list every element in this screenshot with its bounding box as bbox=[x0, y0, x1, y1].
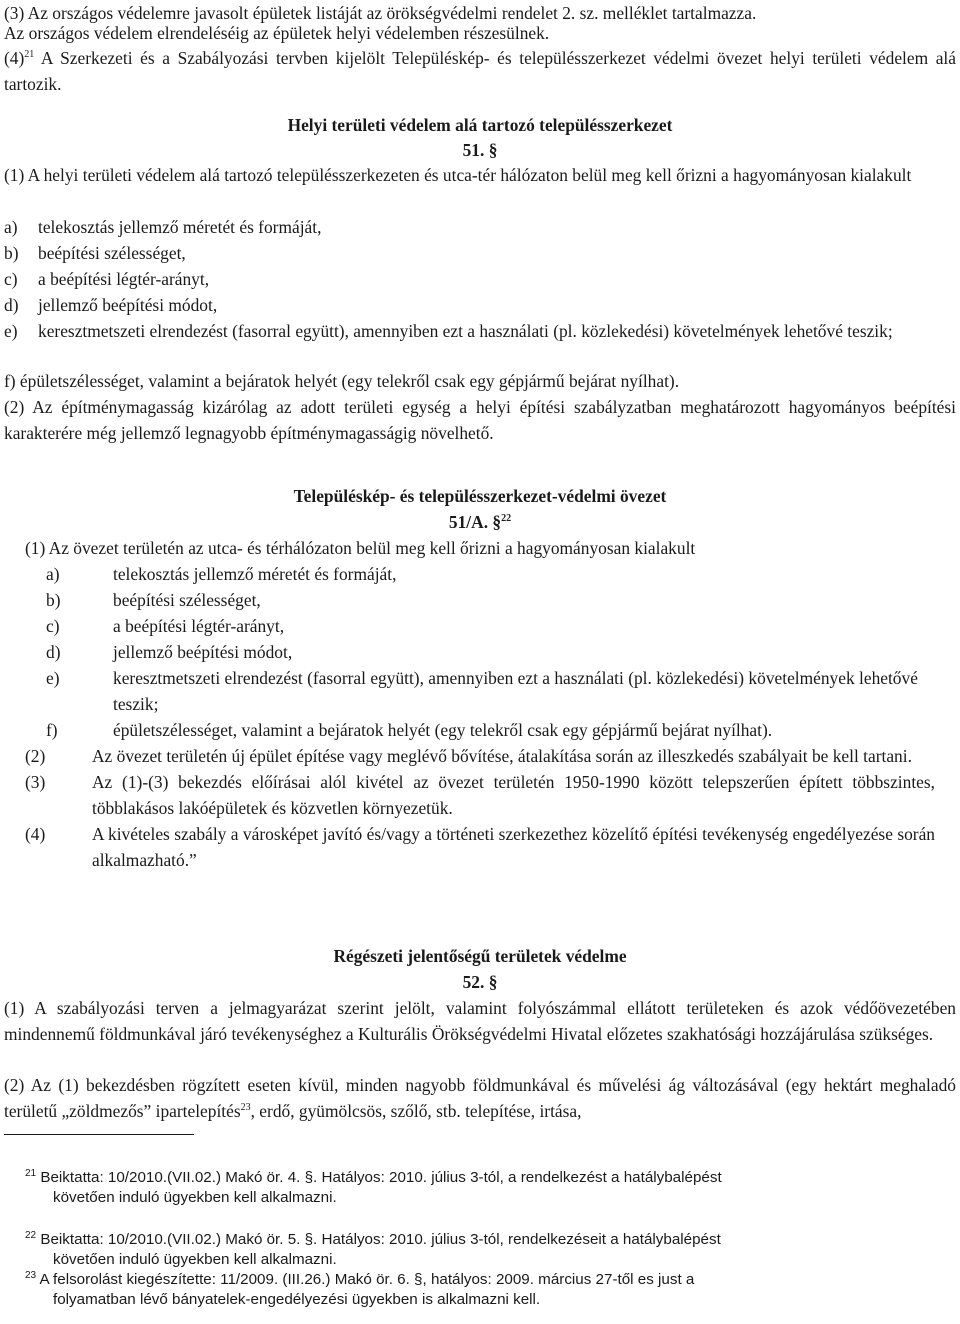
section-51-paragraph-2: (2) Az építménymagasság kizárólag az adott területi egység a helyi építési szabályzatban meghatározott hagyományos beépítési karakterére még jellemző legnagyobb építménymagasságig növelhető. bbox=[4, 397, 956, 443]
list-item-text: jellemző beépítési módot, bbox=[38, 295, 218, 315]
list-item bbox=[4, 266, 956, 292]
section-51a-paragraph-1: (1) Az övezet területén az utca- és térhálózaton belül meg kell őrizni a hagyományosan kialakult bbox=[25, 538, 696, 558]
section-51a-body bbox=[25, 535, 935, 873]
list-item-text: épületszélességet, valamint a bejáratok helyét (egy telekről csak egy gépjármű bejárat nyílhat). bbox=[113, 720, 773, 740]
footnote-text: A felsorolást kiegészítette: 11/2009. (III.26.) Makó ör. 6. §, hatályos: 2009. március 27-től es just a bbox=[39, 1271, 695, 1288]
section-52-paragraph-2-text-b: , erdő, gyümölcsös, szőlő, stb. telepítése, irtása, bbox=[250, 1101, 582, 1121]
list-item-text: telekosztás jellemző méretét és formáját, bbox=[38, 217, 322, 237]
paragraph-4-label: (4) bbox=[4, 48, 25, 68]
section-51-heading: Helyi területi védelem alá tartozó településszerkezet bbox=[287, 115, 673, 135]
section-51a-paragraph bbox=[25, 743, 935, 769]
list-item-label: e) bbox=[4, 321, 18, 341]
section-51-list bbox=[4, 214, 956, 344]
section-51a-heading: Településkép- és településszerkezet-védelmi övezet bbox=[293, 486, 667, 506]
section-51-paragraph-1: (1) A helyi területi védelem alá tartozó településszerkezeten és utca-tér hálózaton belül meg kell őrizni a hagyományosan kialakult bbox=[4, 165, 912, 185]
section-51a-paragraphs bbox=[25, 743, 935, 873]
list-item-label: b) bbox=[46, 590, 61, 610]
section-52-paragraph-1: (1) A szabályozási terven a jelmagyarázat szerint jelölt, valamint folyószámmal ellátott területeken és azok védőövezetében mindennemű földmunkával járó tevékenységhez a Kulturális Örökségvédelmi Hivatal előzetes szakhatósági hozzájárulása szükséges. bbox=[4, 998, 956, 1044]
footnote-text: követően induló ügyekben kell alkalmazni. bbox=[53, 1251, 337, 1268]
paragraph-4-text: A Szerkezeti és a Szabályozási tervben kijelölt Településkép- és településszerkezet védelmi övezet helyi területi védelem alá tartozik. bbox=[4, 48, 956, 94]
list-item-label: d) bbox=[46, 642, 61, 662]
section-52-paragraph-2-text-a: (2) Az (1) bekezdésben rögzített eseten kívül, minden nagyobb földmunkával és művelési ág változásával (egy hektárt meghaladó területű „zöldmezős” ipartelepítés bbox=[4, 1075, 956, 1121]
paragraph-text: A kivételes szabály a városképet javító és/vagy a történeti szerkezethez közelítő építési tevékenység engedélyezése során alkalmazható.” bbox=[92, 824, 935, 870]
list-item bbox=[25, 561, 935, 587]
list-item-text: keresztmetszeti elrendezést (fasorral együtt), amennyiben ezt a használati (pl. közlekedési) követelmények lehetővé teszik; bbox=[113, 668, 918, 714]
list-item bbox=[25, 587, 935, 613]
paragraph-4 bbox=[4, 45, 956, 97]
footnote-text: folyamatban lévő bányatelek-engedélyezési ügyekben is alkalmazni kell. bbox=[53, 1291, 541, 1308]
footnote-ref-23[interactable]: 23 bbox=[240, 1102, 251, 1114]
list-item bbox=[25, 717, 935, 743]
list-item-text: a beépítési légtér-arányt, bbox=[38, 269, 210, 289]
paragraph-label: (3) bbox=[25, 772, 46, 792]
section-51-item-f: f) épületszélességet, valamint a bejáratok helyét (egy telekről csak egy gépjármű bejárat nyílhat). bbox=[4, 371, 680, 391]
list-item-label: a) bbox=[4, 217, 18, 237]
list-item bbox=[25, 639, 935, 665]
footnotes bbox=[4, 1168, 956, 1310]
list-item bbox=[4, 318, 956, 344]
list-item bbox=[4, 240, 956, 266]
section-51a-list bbox=[25, 561, 935, 743]
footnote-number: 22 bbox=[25, 1229, 37, 1241]
list-item-label: f) bbox=[46, 720, 58, 740]
footnote-number: 21 bbox=[25, 1167, 37, 1179]
footnote-21 bbox=[4, 1168, 956, 1208]
list-item-text: beépítési szélességet, bbox=[113, 590, 261, 610]
section-51a-paragraph bbox=[25, 821, 935, 873]
paragraph-3-line-1: (3) Az országos védelemre javasolt épületek listáját az örökségvédelmi rendelet 2. sz. melléklet tartalmazza. bbox=[4, 3, 757, 23]
list-item bbox=[4, 214, 956, 240]
list-item-text: a beépítési légtér-arányt, bbox=[113, 616, 285, 636]
footnote-number: 23 bbox=[25, 1269, 37, 1281]
list-item-label: a) bbox=[46, 564, 60, 584]
section-52-paragraph-2 bbox=[4, 1072, 956, 1124]
list-item-text: keresztmetszeti elrendezést (fasorral együtt), amennyiben ezt a használati (pl. közlekedési) követelmények lehetővé teszik; bbox=[38, 321, 893, 341]
paragraph-label: (4) bbox=[25, 824, 46, 844]
section-52-heading: Régészeti jelentőségű területek védelme bbox=[333, 946, 627, 966]
paragraph-text: Az övezet területén új épület építése vagy meglévő bővítése, átalakítása során az illeszkedés szabályait be kell tartani. bbox=[92, 746, 912, 766]
list-item-text: beépítési szélességet, bbox=[38, 243, 186, 263]
list-item-label: e) bbox=[46, 668, 60, 688]
footnote-separator bbox=[4, 1134, 194, 1135]
footnote-ref-21[interactable]: 21 bbox=[24, 49, 35, 61]
list-item-label: d) bbox=[4, 295, 19, 315]
list-item-label: b) bbox=[4, 243, 19, 263]
footnote-22 bbox=[4, 1230, 956, 1270]
list-item bbox=[4, 292, 956, 318]
section-51a-number bbox=[4, 509, 956, 535]
paragraph-text: Az (1)-(3) bekezdés előírásai alól kivétel az övezet területén 1950-1990 között telepszerűen épített többszintes, többlakásos lakóépületek és közvetlen környezetük. bbox=[92, 772, 935, 818]
paragraph-3-line-2: Az országos védelem elrendeléséig az épületek helyi védelemben részesülnek. bbox=[4, 23, 550, 43]
section-52-number: 52. § bbox=[462, 972, 498, 992]
section-51a-number-text: 51/A. § bbox=[448, 512, 502, 532]
footnote-text: követően induló ügyekben kell alkalmazni. bbox=[53, 1189, 337, 1206]
section-51-number: 51. § bbox=[462, 140, 498, 160]
paragraph-label: (2) bbox=[25, 746, 46, 766]
list-item bbox=[25, 665, 935, 717]
footnote-ref-22[interactable]: 22 bbox=[501, 513, 512, 525]
list-item-text: telekosztás jellemző méretét és formáját, bbox=[113, 564, 397, 584]
list-item bbox=[25, 613, 935, 639]
list-item-label: c) bbox=[4, 269, 18, 289]
section-51a-paragraph bbox=[25, 769, 935, 821]
list-item-text: jellemző beépítési módot, bbox=[113, 642, 293, 662]
footnote-23 bbox=[4, 1270, 956, 1310]
footnote-text: Beiktatta: 10/2010.(VII.02.) Makó ör. 5. §. Hatályos: 2010. július 3-tól, rendelkezéseit a hatálybalépést bbox=[40, 1231, 721, 1248]
list-item-label: c) bbox=[46, 616, 60, 636]
footnote-text: Beiktatta: 10/2010.(VII.02.) Makó ör. 4. §. Hatályos: 2010. július 3-tól, a rendelkezést a hatálybalépést bbox=[40, 1169, 722, 1186]
